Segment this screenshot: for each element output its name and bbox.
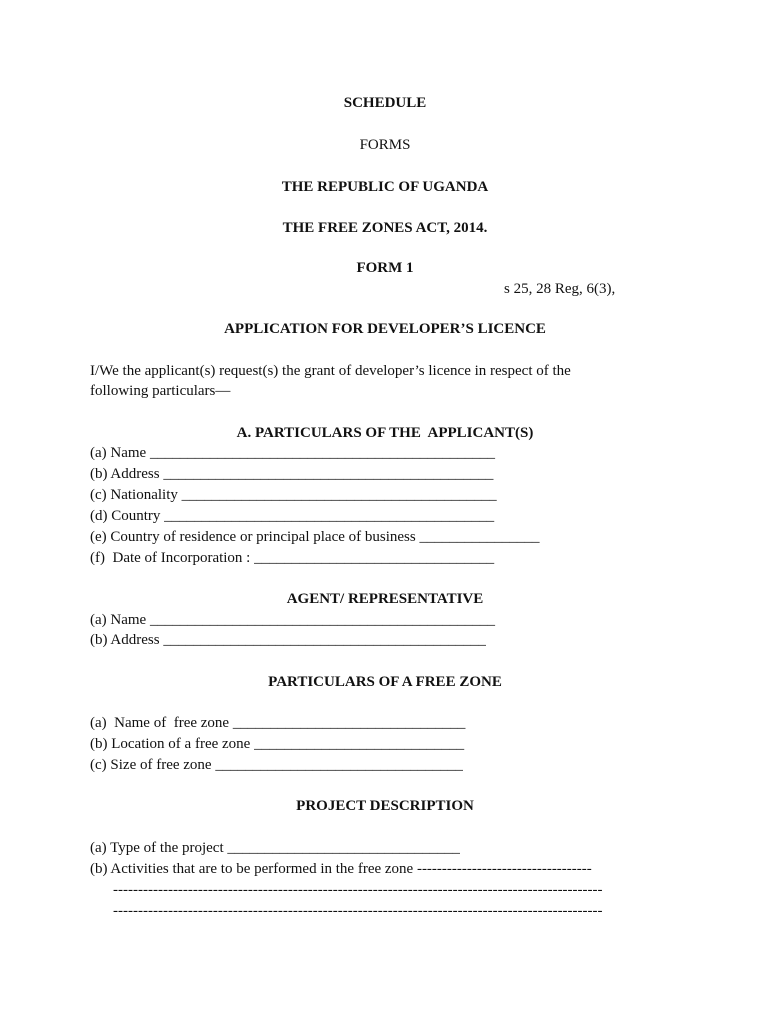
free-zone-name-field[interactable]: (a) Name of free zone _______________________________ — [90, 715, 466, 731]
applicant-residence-field[interactable]: (e) Country of residence or principal place of business ________________ — [90, 529, 540, 545]
project-activities-continuation-1[interactable]: -------------------------------------------------------------------------------------------------- — [113, 882, 603, 898]
applicant-country-field[interactable]: (d) Country ____________________________________________ — [90, 508, 495, 524]
form-title: APPLICATION FOR DEVELOPER’S LICENCE — [224, 321, 546, 337]
project-activities-field[interactable]: (b) Activities that are to be performed in the free zone ----------------------------------- — [90, 861, 592, 877]
intro-line-2: following particulars— — [90, 383, 231, 399]
applicant-incorporation-date-field[interactable]: (f) Date of Incorporation : ________________________________ — [90, 550, 495, 566]
republic-heading: THE REPUBLIC OF UGANDA — [281, 179, 489, 195]
project-type-field[interactable]: (a) Type of the project _______________________________ — [90, 840, 460, 856]
free-zone-location-field[interactable]: (b) Location of a free zone ____________________________ — [90, 736, 465, 752]
project-activities-continuation-2[interactable]: -------------------------------------------------------------------------------------------------- — [113, 903, 603, 919]
form-number: FORM 1 — [356, 260, 414, 276]
agent-section-heading: AGENT/ REPRESENTATIVE — [286, 591, 484, 607]
forms-heading: FORMS — [359, 137, 411, 153]
applicant-nationality-field[interactable]: (c) Nationality __________________________________________ — [90, 487, 497, 503]
statutory-reference: s 25, 28 Reg, 6(3), — [504, 281, 616, 297]
applicant-name-field[interactable]: (a) Name ______________________________________________ — [90, 445, 495, 461]
agent-name-field[interactable]: (a) Name ______________________________________________ — [90, 612, 495, 628]
applicant-address-field[interactable]: (b) Address ____________________________________________ — [90, 466, 494, 482]
project-section-heading: PROJECT DESCRIPTION — [296, 798, 474, 814]
intro-line-1: I/We the applicant(s) request(s) the grant of developer’s licence in respect of the — [90, 363, 571, 379]
applicant-section-heading: A. PARTICULARS OF THE APPLICANT(S) — [236, 425, 534, 441]
free-zone-size-field[interactable]: (c) Size of free zone _________________________________ — [90, 757, 463, 773]
free-zone-section-heading: PARTICULARS OF A FREE ZONE — [268, 674, 502, 690]
schedule-heading: SCHEDULE — [343, 95, 427, 111]
agent-address-field[interactable]: (b) Address ___________________________________________ — [90, 632, 486, 648]
act-heading: THE FREE ZONES ACT, 2014. — [282, 220, 488, 236]
